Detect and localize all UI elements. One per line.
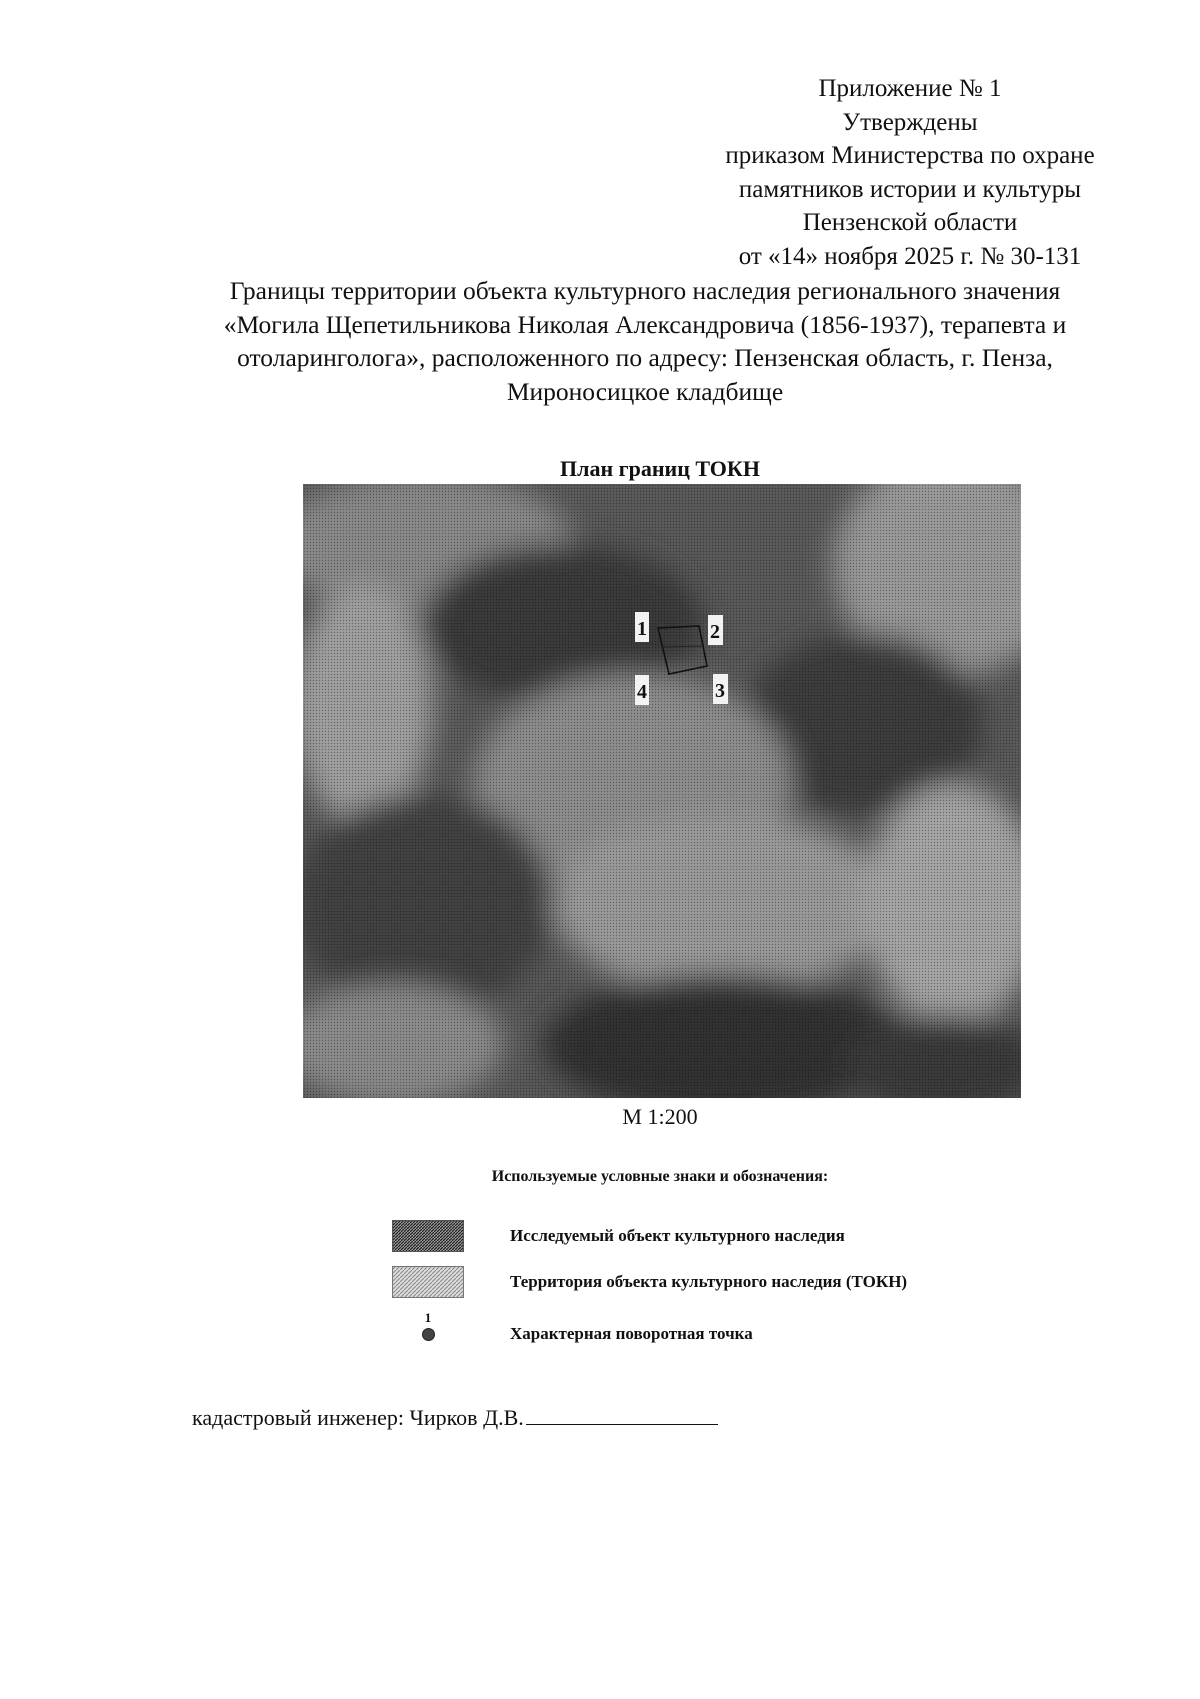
map-scale: М 1:200: [622, 1104, 698, 1129]
order-line-1: приказом Министерства по охране: [725, 142, 1095, 169]
point-label-3: [713, 674, 728, 704]
title-line-4: Мироносицкое кладбище: [506, 376, 784, 406]
engineer-name: кадастровый инженер: Чирков Д.В.: [192, 1405, 524, 1430]
legend-title: Используемые условные знаки и обозначения:: [491, 1168, 829, 1185]
light-hatch-swatch: [392, 1266, 464, 1298]
turning-point-dot-icon: [422, 1328, 435, 1341]
order-line-2: памятников истории и культуры: [738, 175, 1082, 203]
legend-label-point: Характерная поворотная точка: [510, 1324, 753, 1343]
document-title: [150, 274, 1140, 408]
map-caption: План границ ТОКН: [560, 456, 760, 481]
title-line-3: отоларинголога», расположенного по адресу: Пензенская область, г. Пенза,: [237, 343, 1053, 372]
point-label-3-text: 3: [715, 680, 725, 702]
point-label-2: [708, 615, 723, 645]
point-label-4: [635, 675, 649, 705]
legend-label-object: Исследуемый объект культурного наследия: [510, 1226, 845, 1245]
point-label-2-text: 2: [710, 621, 720, 643]
approval-header: [690, 72, 1130, 273]
point-label-1-text: 1: [637, 618, 647, 640]
turning-point-symbol: [392, 1310, 464, 1350]
dark-hatch-swatch: [392, 1220, 464, 1252]
point-label-4-text: 4: [637, 681, 647, 703]
order-line-3: Пензенской области: [802, 209, 1018, 236]
legend-label-territory: Территория объекта культурного наследия (ТОКН): [510, 1272, 908, 1291]
signature-blank: [526, 1404, 718, 1425]
turning-point-number: 1: [424, 1310, 432, 1325]
title-line-1: Границы территории объекта культурного наследия регионального значения: [229, 276, 1061, 305]
signature-line: [192, 1404, 718, 1431]
order-date-number: от «14» ноября 2025 г. № 30-131: [738, 242, 1082, 270]
boundary-plan-map: [303, 484, 1021, 1098]
approved-label: Утверждены: [842, 108, 978, 136]
point-label-1: [635, 612, 649, 642]
title-line-2: «Могила Щепетильникова Николая Александровича (1856-1937), терапевта и: [223, 309, 1067, 339]
appendix-number: Приложение № 1: [818, 75, 1002, 102]
